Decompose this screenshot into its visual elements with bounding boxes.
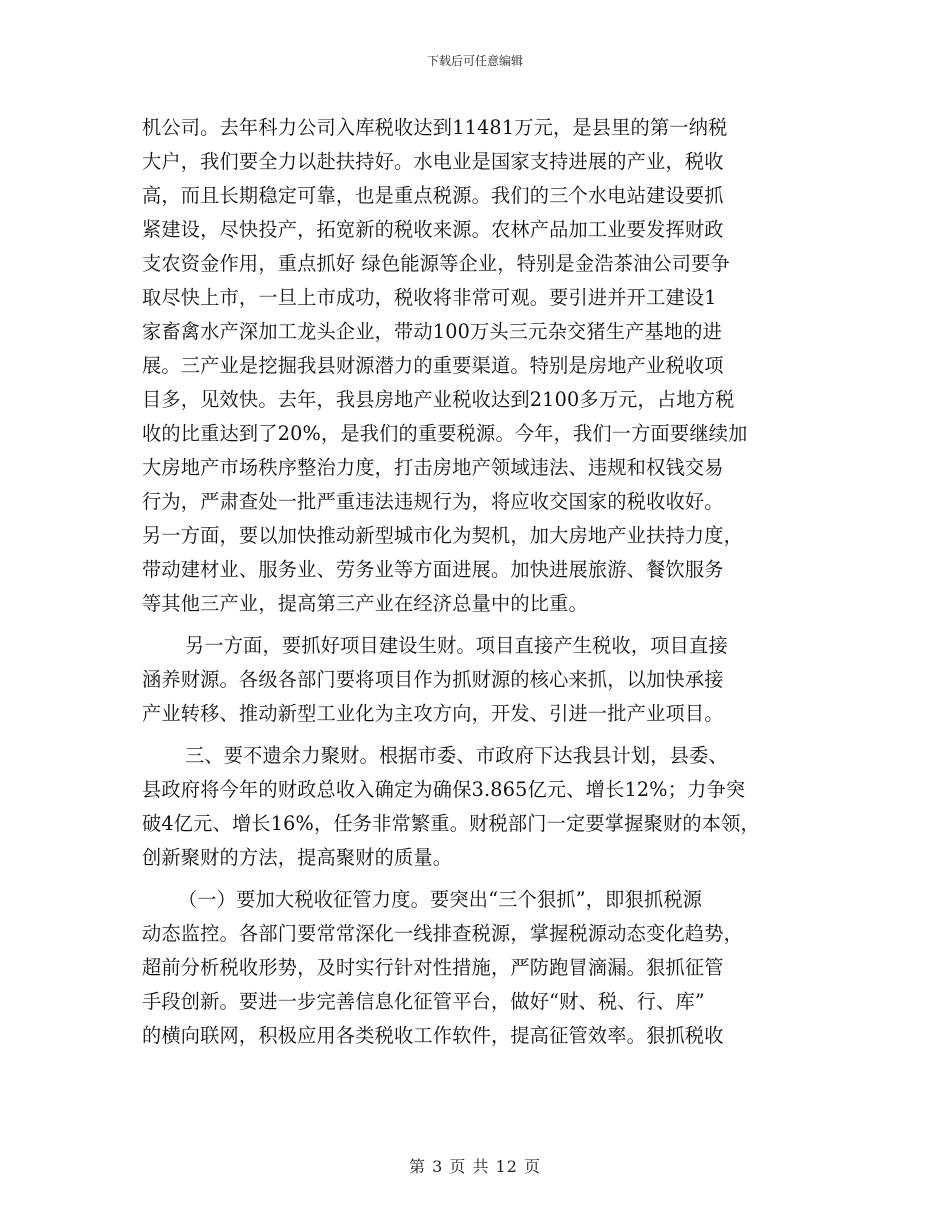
text-line: 取尽快上市，一旦上市成功，税收将非常可观。要引进并开工建设1 [142, 286, 717, 309]
text-line: 手段创新。要进一步完善信息化征管平台，做好“财、税、行、库” [142, 990, 705, 1013]
text-line: 家畜禽水产深加工龙头企业，带动100万头三元杂交猪生产基地的进 [142, 320, 723, 343]
text-line: 带动建材业、服务业、劳务业等方面进展。加快进展旅游、餐饮服务 [142, 558, 724, 581]
text-line: 涵养财源。各级各部门要将项目作为抓财源的核心来抓，以加快承接 [142, 668, 724, 691]
text-line: 支农资金作用，重点抓好 绿色能源等企业，特别是金浩茶油公司要争 [142, 252, 730, 275]
text-line: 县政府将今年的财政总收入确定为确保3.865亿元、增长12%；力争突 [142, 778, 746, 801]
text-line: 另一方面，要以加快推动新型城市化为契机，加大房地产业扶持力度， [142, 524, 744, 547]
text-line: 高，而且长期稳定可靠，也是重点税源。我们的三个水电站建设要抓 [142, 184, 724, 207]
text-line: 产业转移、推动新型工业化为主攻方向，开发、引进一批产业项目。 [142, 702, 724, 725]
text-line: 等其他三产业，提高第三产业在经济总量中的比重。 [142, 592, 588, 615]
text-line: 破4亿元、增长16%，任务非常繁重。财税部门一定要掌握聚财的本领， [142, 812, 760, 835]
subsection-heading-line: （一）要加大税收征管力度。要突出“三个狠抓”，即狠抓税源 [178, 888, 703, 911]
page-header-note: 下载后可任意编辑 [426, 54, 523, 68]
text-line: 超前分析税收形势，及时实行针对性措施，严防跑冒滴漏。狠抓征管 [142, 956, 724, 979]
text-line: 紧建设，尽快投产，拓宽新的税收来源。农林产品加工业要发挥财政 [142, 218, 724, 241]
text-line: 的横向联网，积极应用各类税收工作软件，提高征管效率。狠抓税收 [142, 1024, 724, 1047]
text-line: 大房地产市场秩序整治力度，打击房地产领域违法、违规和权钱交易 [142, 456, 724, 479]
text-line: 收的比重达到了20%，是我们的重要税源。今年，我们一方面要继续加 [142, 422, 748, 445]
text-line: 行为，严肃查处一批严重违法违规行为，将应收交国家的税收收好。 [142, 490, 724, 513]
text-line: 大户，我们要全力以赴扶持好。水电业是国家支持进展的产业，税收 [142, 150, 724, 173]
text-line: 创新聚财的方法，提高聚财的质量。 [142, 846, 453, 869]
section-heading-line: 三、要不遗余力聚财。根据市委、市政府下达我县计划，县委、 [185, 744, 728, 767]
text-line: 动态监控。各部门要常常深化一线排查税源，掌握税源动态变化趋势， [142, 922, 744, 945]
text-line: 展。三产业是挖掘我县财源潜力的重要渠道。特别是房地产业税收项 [142, 354, 724, 377]
paragraph-first-line: 另一方面，要抓好项目建设生财。项目直接产生税收，项目直接 [185, 634, 728, 657]
text-line: 机公司。去年科力公司入库税收达到11481万元，是县里的第一纳税 [142, 116, 728, 139]
page-number: 第 3 页 共 12 页 [409, 1157, 541, 1176]
text-line: 目多，见效快。去年，我县房地产业税收达到2100多万元，占地方税 [142, 388, 735, 411]
